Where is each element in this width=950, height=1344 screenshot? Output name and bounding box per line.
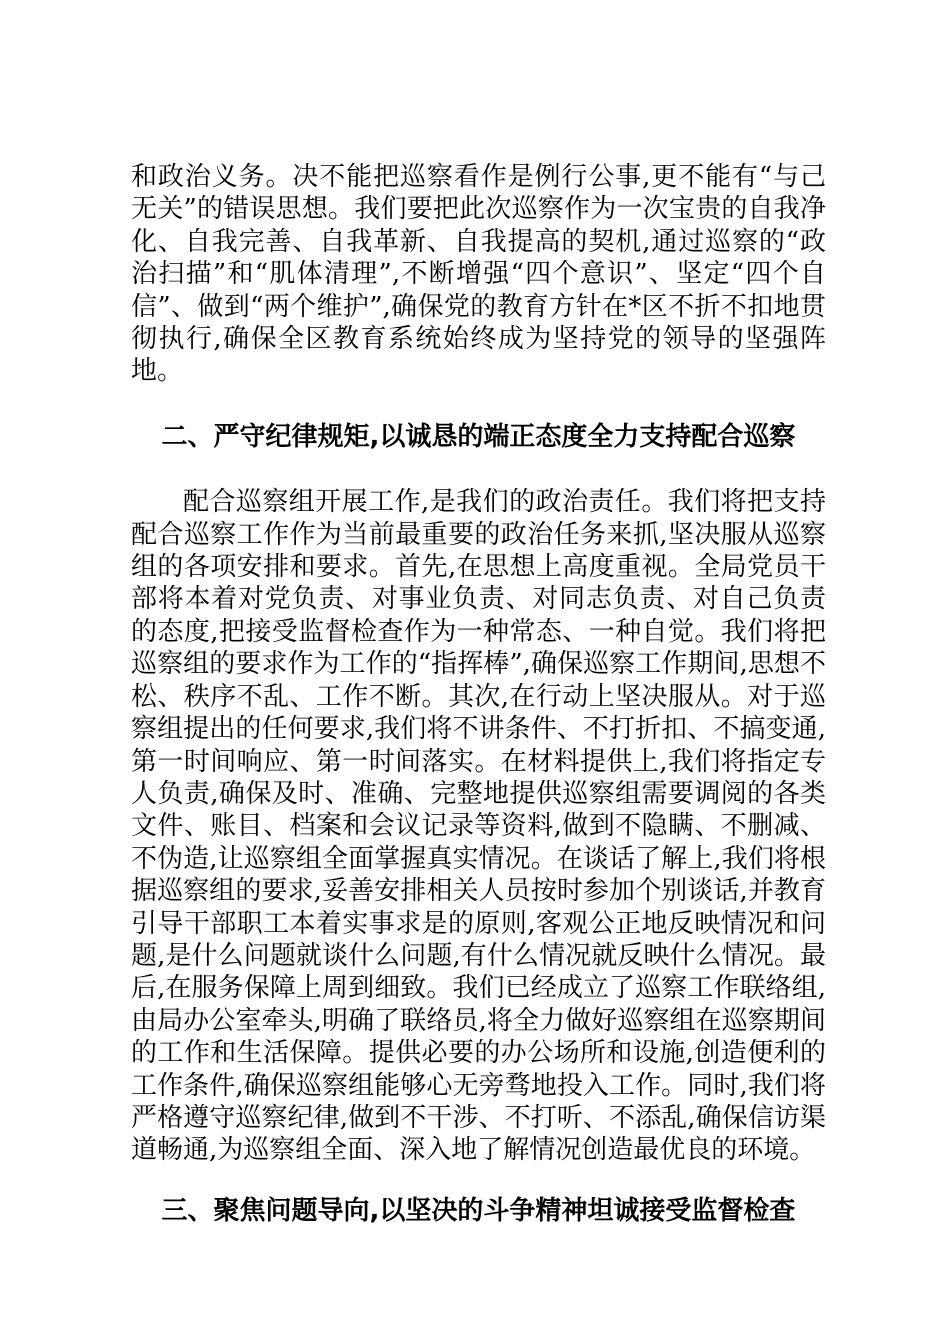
paragraph-continuation: 和政治义务。决不能把巡察看作是例行公事,更不能有“与己无关”的错误思想。我们要把此次巡察作为一次宝贵的自我净化、自我完善、自我革新、自我提高的契机,通过巡察的“政治扫描”和“肌体清理”,不断增强“四个意识”、坚定“四个自信”、做到“两个维护”,确保党的教育方针在*区不折不扣地贯彻执行,确保全区教育系统始终成为坚持党的领导的坚强阵地。 bbox=[131, 162, 826, 387]
paragraph-section-2: 配合巡察组开展工作,是我们的政治责任。我们将把支持配合巡察工作作为当前最重要的政治任务来抓,坚决服从巡察组的各项安排和要求。首先,在思想上高度重视。全局党员干部将本着对党负责、对事业负责、对同志负责、对自己负责的态度,把接受监督检查作为一种常态、一种自觉。我们将把巡察组的要求作为工作的“指挥棒”,确保巡察工作期间,思想不松、秩序不乱、工作不断。其次,在行动上坚决服从。对于巡察组提出的任何要求,我们将不讲条件、不打折扣、不搞变通,第一时间响应、第一时间落实。在材料提供上,我们将指定专人负责,确保及时、准确、完整地提供巡察组需要调阅的各类文件、账目、档案和会议记录等资料,做到不隐瞒、不删减、不伪造,让巡察组全面掌握真实情况。在谈话了解上,我们将根据巡察组的要求,妥善安排相关人员按时参加个别谈话,并教育引导干部职工本着实事求是的原则,客观公正地反映情况和问题,是什么问题就谈什么问题,有什么情况就反映什么情况。最后,在服务保障上周到细致。我们已经成立了巡察工作联络组,由局办公室牵头,明确了联络员,将全力做好巡察组在巡察期间的工作和生活保障。提供必要的办公场所和设施,创造便利的工作条件,确保巡察组能够心无旁骛地投入工作。同时,我们将严格遵守巡察纪律,做到不干涉、不打听、不添乱,确保信访渠道畅通,为巡察组全面、深入地了解情况创造最优良的环境。 bbox=[131, 487, 826, 1166]
section-heading-3: 三、聚焦问题导向,以坚决的斗争精神坦诚接受监督检查 bbox=[161, 1195, 796, 1226]
section-heading-2: 二、严守纪律规矩,以诚恳的端正态度全力支持配合巡察 bbox=[161, 421, 796, 452]
document-body bbox=[131, 161, 826, 1227]
